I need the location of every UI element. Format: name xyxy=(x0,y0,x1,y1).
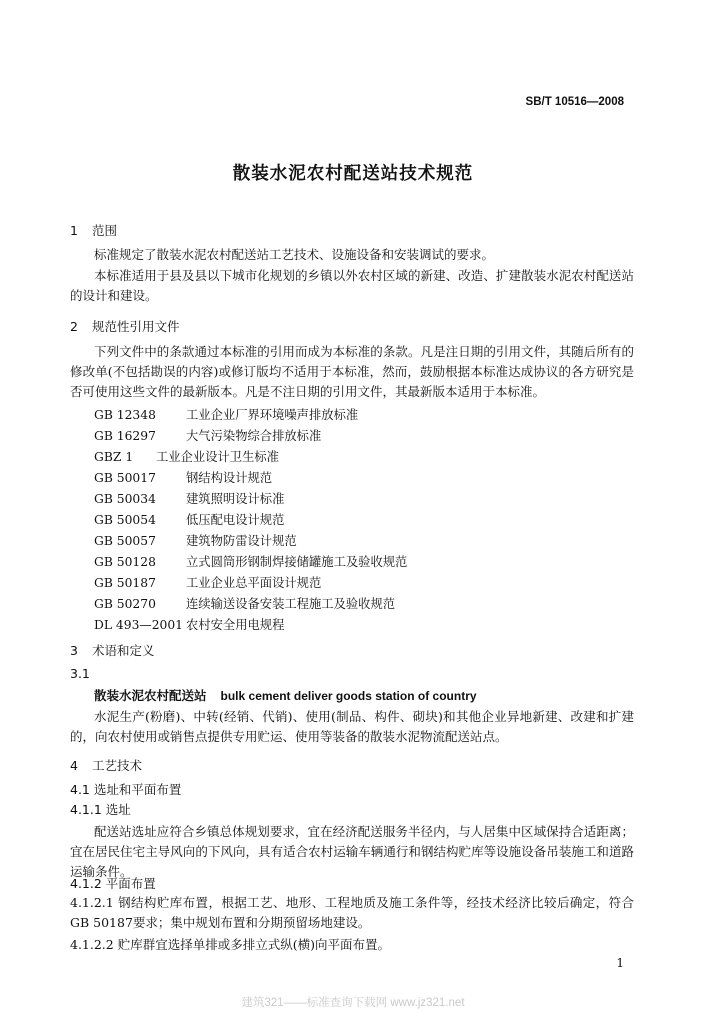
section-number: 3 xyxy=(70,643,78,658)
section-number: 1 xyxy=(70,223,78,238)
subsection-4-1-1-heading: 4.1.1 选址 xyxy=(70,802,131,817)
section-2-paragraph: 下列文件中的条款通过本标准的引用而成为本标准的条款。凡是注日期的引用文件，其随后所有的修改单(不包括勘误的内容)或修订版均不适用于本标准，然而，鼓励根据本标准达成协议的各方研究是否可使用这些文件的最新版本。凡是不注日期的引用文件，其最新版本适用于本标准。 xyxy=(70,344,634,399)
reference-name: 建筑照明设计标准 xyxy=(186,492,285,506)
section-1-paragraph-1: 标准规定了散装水泥农村配送站工艺技术、设施设备和安装调试的要求。 xyxy=(94,247,495,262)
reference-code: GB 50017 xyxy=(94,471,156,485)
term-english: bulk cement deliver goods station of country xyxy=(220,689,477,703)
section-2-heading xyxy=(70,317,180,335)
reference-code: GB 50034 xyxy=(94,492,156,506)
reference-item xyxy=(94,552,407,570)
reference-name: 连续输送设备安装工程施工及验收规范 xyxy=(186,597,396,611)
clause-4-1-2-1: 4.1.2.1 钢结构贮库布置，根据工艺、地形、工程地质及施工条件等，经技术经济比较后确定，符合GB 50187要求；集中规划布置和分期预留场地建设。 xyxy=(70,895,634,930)
section-1-paragraph-2: 本标准适用于县及县以下城市化规划的乡镇以外农村区域的新建、改造、扩建散装水泥农村配送站的设计和建设。 xyxy=(70,268,634,303)
reference-code: GB 50054 xyxy=(94,513,156,527)
reference-item xyxy=(94,489,284,507)
reference-name: 工业企业总平面设计规范 xyxy=(186,576,322,590)
reference-code: GB 50128 xyxy=(94,555,156,569)
standard-code: SB/T 10516—2008 xyxy=(525,96,624,108)
section-title: 工艺技术 xyxy=(92,758,143,773)
reference-code: GBZ 1 xyxy=(94,450,134,464)
section-3-heading xyxy=(70,641,155,659)
reference-item xyxy=(94,573,321,591)
reference-name: 农村安全用电规程 xyxy=(186,618,285,632)
reference-item xyxy=(94,510,284,528)
term-definition: 水泥生产(粉磨)、中转(经销、代销)、使用(制品、构件、砌块)和其他企业异地新建、改建和扩建的，向农村使用或销售点提供专用贮运、使用等装备的散装水泥物流配送站点。 xyxy=(70,709,634,744)
section-title: 规范性引用文件 xyxy=(92,319,180,334)
subsection-number: 3.1 xyxy=(70,666,90,681)
term-chinese: 散装水泥农村配送站 xyxy=(94,688,207,703)
reference-name: 工业企业厂界环境噪声排放标准 xyxy=(186,408,359,422)
reference-item xyxy=(94,531,297,549)
reference-code: GB 50270 xyxy=(94,597,156,611)
page-number: 1 xyxy=(616,956,624,970)
reference-name: 建筑物防雷设计规范 xyxy=(186,534,297,548)
reference-item xyxy=(94,468,272,486)
reference-item xyxy=(94,447,279,465)
reference-code: GB 50057 xyxy=(94,534,156,548)
section-1-heading xyxy=(70,221,117,239)
reference-name: 低压配电设计规范 xyxy=(186,513,285,527)
subsection-4-1-1-paragraph: 配送站选址应符合乡镇总体规划要求，宜在经济配送服务半径内，与人居集中区域保持合适距离；宜在居民住宅主导风向的下风向，具有适合农村运输车辆通行和钢结构贮库等设施设备吊装施工和道路运输条件。 xyxy=(70,824,634,879)
reference-name: 立式圆筒形钢制焊接储罐施工及验收规范 xyxy=(186,555,408,569)
section-number: 2 xyxy=(70,319,78,334)
reference-code: GB 12348 xyxy=(94,408,156,422)
term-entry xyxy=(94,686,477,704)
clause-4-1-2-2: 4.1.2.2 贮库群宜选择单排或多排立式纵(横)向平面布置。 xyxy=(70,937,390,952)
section-4-heading xyxy=(70,756,142,774)
reference-code: GB 16297 xyxy=(94,429,156,443)
watermark: 建筑321——标准查询下载网 www.jz321.net xyxy=(241,997,465,1009)
reference-name: 大气污染物综合排放标准 xyxy=(186,429,322,443)
reference-item xyxy=(94,426,321,444)
reference-item xyxy=(94,615,284,633)
subsection-4-1-heading: 4.1 选址和平面布置 xyxy=(70,782,182,797)
reference-name: 工业企业设计卫生标准 xyxy=(156,450,279,464)
reference-name: 钢结构设计规范 xyxy=(186,471,273,485)
section-title: 术语和定义 xyxy=(92,643,155,658)
section-title: 范围 xyxy=(92,223,118,238)
document-title: 散装水泥农村配送站技术规范 xyxy=(232,164,474,184)
reference-item xyxy=(94,405,358,423)
reference-code: DL 493—2001 xyxy=(94,618,183,632)
reference-item xyxy=(94,594,395,612)
section-number: 4 xyxy=(70,758,78,773)
reference-code: GB 50187 xyxy=(94,576,156,590)
subsection-4-1-2-heading: 4.1.2 平面布置 xyxy=(70,876,156,891)
